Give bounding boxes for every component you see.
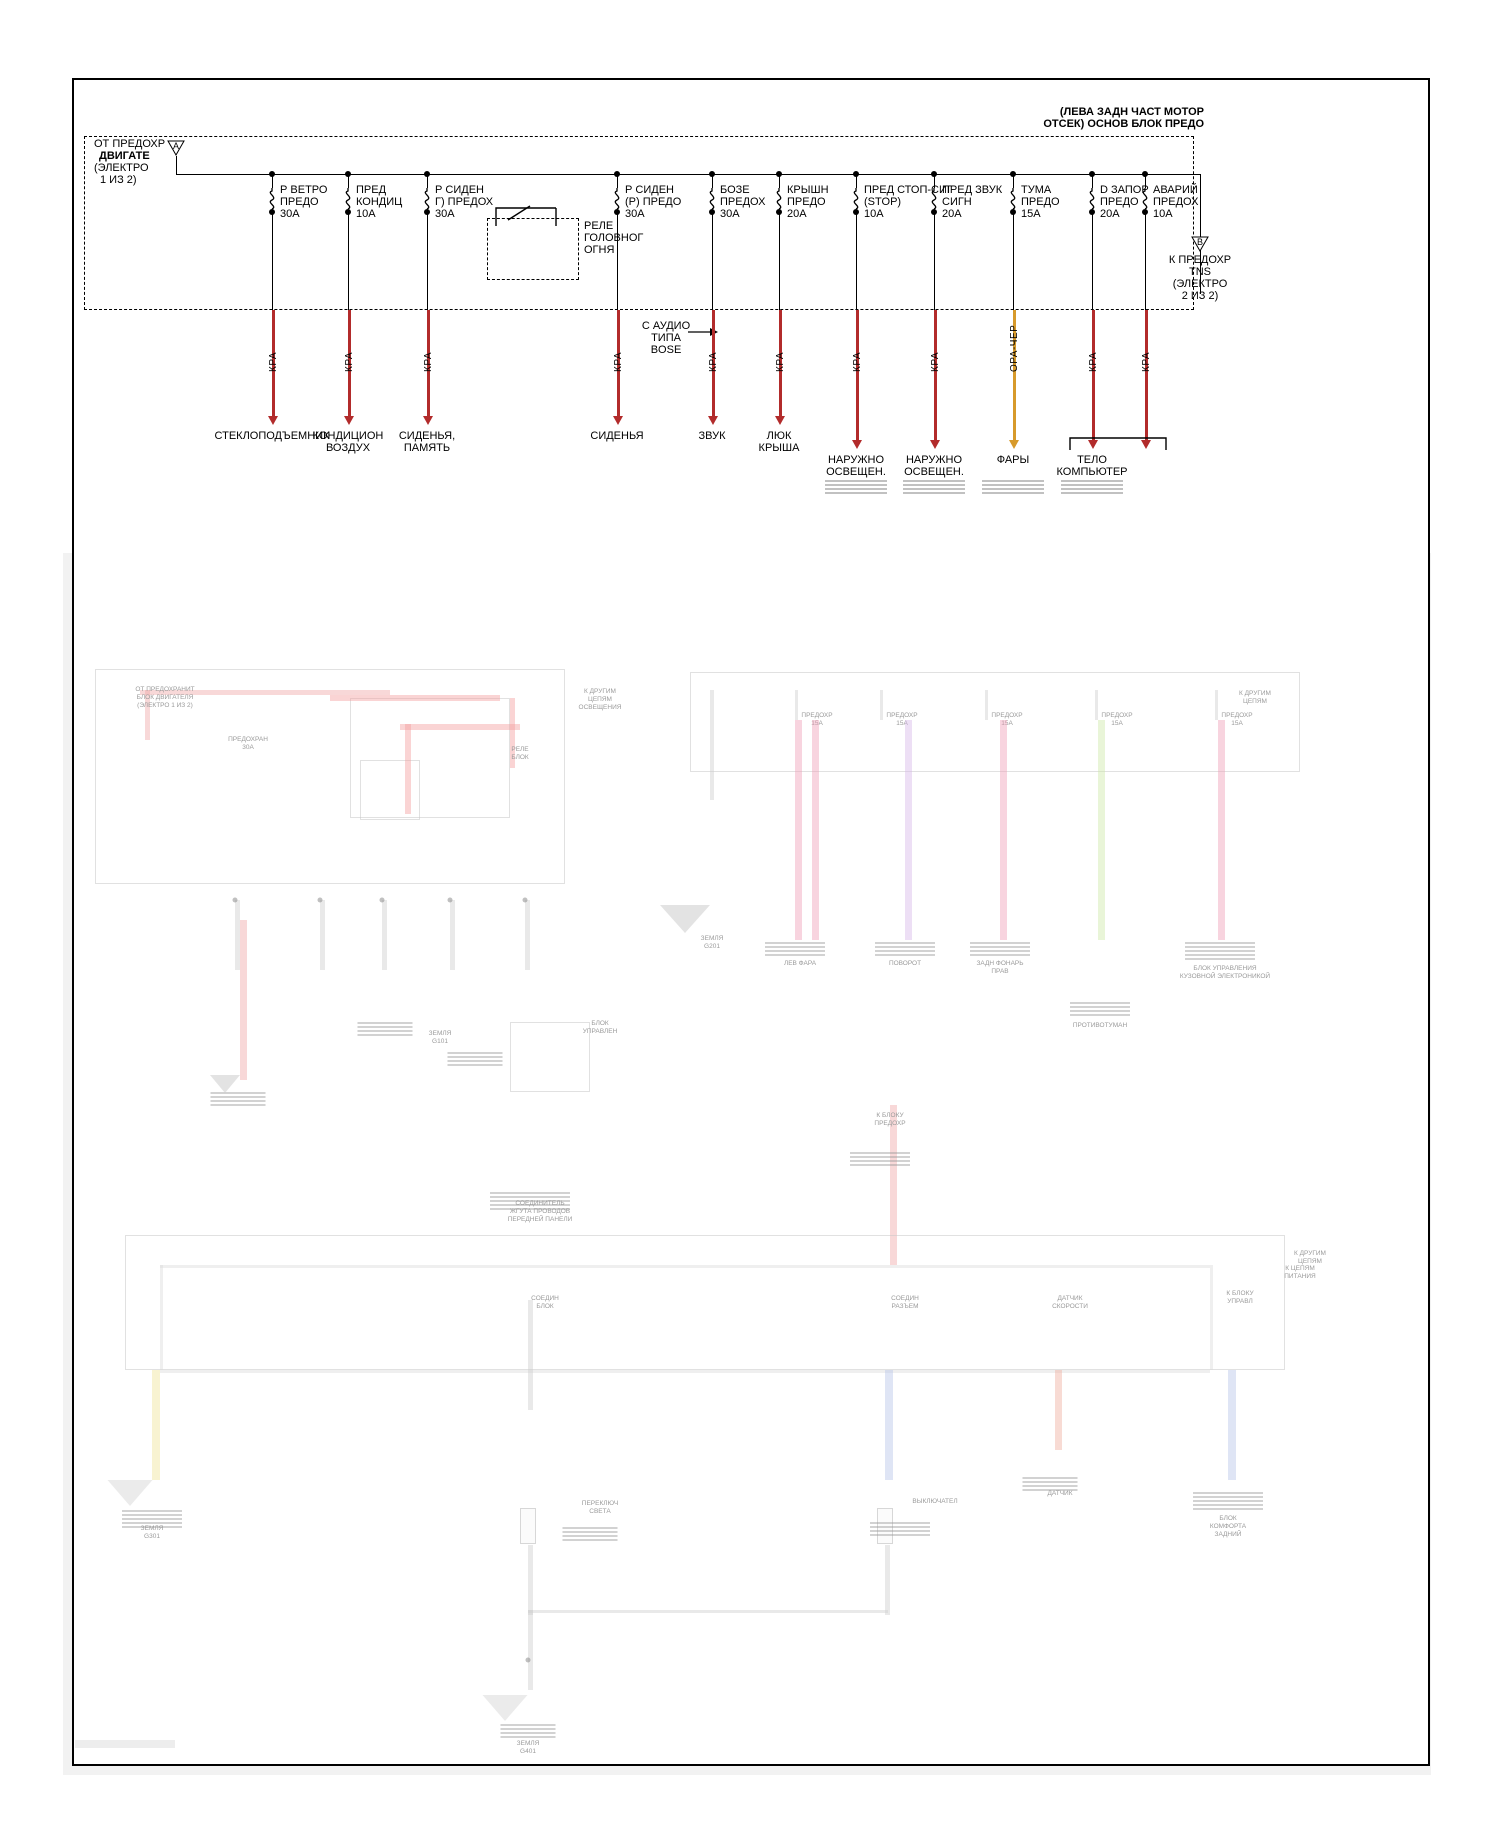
faded-wire: [885, 1545, 890, 1615]
faded-wire: [1098, 720, 1105, 940]
faded-label: ЦЕПЯМ: [588, 696, 612, 703]
faded-wire: [1000, 720, 1007, 940]
faded-wire-h: [160, 1370, 1210, 1373]
faded-module-block: [765, 940, 825, 958]
faded-label: КУЗОВНОЙ ЭЛЕКТРОНИКОЙ: [1179, 973, 1271, 980]
source-label-line2: ДВИГАТЕ: [99, 150, 150, 162]
load-wire: [1092, 310, 1095, 440]
faded-module-block: [1070, 1000, 1130, 1018]
faded-box: [125, 1235, 1285, 1370]
faded-label: ДАТЧИК: [1057, 1295, 1083, 1302]
fuse-name-line1: ПРЕД СТОП-СИГ: [864, 184, 953, 196]
faded-label: 15A: [896, 720, 908, 727]
faded-wire-h: [528, 1610, 888, 1613]
fuse-rating: 15A: [1021, 208, 1041, 220]
source-label-line4: 1 ИЗ 2): [100, 174, 137, 186]
dest-label-line4: 2 ИЗ 2): [1181, 290, 1219, 302]
faded-wire: [528, 1545, 533, 1615]
faded-label: ПРЕДОХР: [801, 712, 833, 719]
source-label-line3: (ЭЛЕКТРО: [94, 162, 149, 174]
fuse-symbol: [611, 188, 623, 210]
faded-label: ЦЕПЯМ: [1298, 1258, 1322, 1265]
faded-label: ЖГУТА ПРОВОДОВ: [509, 1208, 571, 1215]
fuse-output-line: [934, 212, 935, 310]
faded-junction-dot: [233, 898, 238, 903]
faded-label: К ДРУГИМ: [584, 688, 616, 695]
fuse-name-line1: АВАРИЙ: [1153, 184, 1198, 196]
faded-label: ЦЕПЯМ: [1243, 698, 1267, 705]
faded-label: ЗЕМЛЯ: [140, 1525, 164, 1532]
module-block-faded: [982, 478, 1044, 494]
faded-label: 15A: [1111, 720, 1123, 727]
faded-junction-dot: [523, 898, 528, 903]
fuse-output-line: [348, 212, 349, 310]
faded-label: G201: [704, 943, 720, 950]
wire-color-code: КРА: [775, 352, 786, 372]
header-note-line1: (ЛЕВА ЗАДН ЧАСТ МОТОР: [1059, 106, 1204, 118]
faded-box: [690, 672, 1300, 772]
load-wire-arrow: [775, 416, 785, 425]
faded-junction-dot: [526, 1658, 531, 1663]
faded-label: ПИТАНИЯ: [1284, 1273, 1316, 1280]
faded-label: (ЭЛЕКТРО 1 ИЗ 2): [137, 702, 193, 709]
fuse-name-line1: Р СИДЕН: [435, 184, 484, 196]
fuse-symbol: [773, 188, 785, 210]
fuse-rating: 20A: [787, 208, 807, 220]
faded-label: ПРЕДОХР: [1101, 712, 1133, 719]
load-label-line2: КРЫША: [758, 442, 800, 454]
faded-label: СОЕДИН: [531, 1295, 559, 1302]
faded-wire: [152, 1370, 160, 1480]
sheet-footer-bar: [75, 1740, 175, 1748]
wire-color-code: КРА: [344, 352, 355, 372]
fuse-name-line1: ТУМА: [1021, 184, 1052, 196]
faded-module-block: [870, 1520, 930, 1538]
faded-box: [360, 760, 420, 820]
dest-label-line1: К ПРЕДОХР: [1168, 254, 1232, 266]
relay-label-line2: ГОЛОВНОГ: [584, 232, 644, 244]
faded-label: G301: [144, 1533, 160, 1540]
faded-label: К ДРУГИМ: [1239, 690, 1271, 697]
bose-note-line2: ТИПА: [651, 332, 681, 344]
wire-color-code: КРА: [1088, 352, 1099, 372]
faded-label: ЗЕМЛЯ: [428, 1030, 452, 1037]
connector-b-marker: [1191, 236, 1209, 252]
faded-wire: [880, 690, 883, 720]
load-wire: [1145, 310, 1148, 440]
faded-wire: [528, 1610, 533, 1690]
body-computer-brace: [1068, 434, 1168, 450]
faded-wire: [710, 690, 714, 800]
fuse-output-line: [1145, 212, 1146, 310]
faded-label: УПРАВЛ: [1227, 1298, 1253, 1305]
faded-label: ПРЕДОХР: [1221, 712, 1253, 719]
fuse-name-line1: БОЗЕ: [720, 184, 750, 196]
bose-note-line3: BOSE: [650, 344, 682, 356]
faded-label: ПРОТИВОТУМАН: [1072, 1022, 1128, 1029]
faded-label: ЛЕВ ФАРА: [783, 960, 817, 967]
load-wire-arrow: [344, 416, 354, 425]
faded-junction-dot: [380, 898, 385, 903]
load-wire-arrow: [1009, 440, 1019, 449]
faded-wire-h: [400, 724, 520, 730]
load-wire-arrow: [852, 440, 862, 449]
fuse-rating: 30A: [280, 208, 300, 220]
fuse-output-line: [856, 212, 857, 310]
load-label-line1: ЛЮК: [766, 430, 792, 442]
faded-wire: [240, 920, 247, 1080]
load-label-line1: СТЕКЛОПОДЪЕМНИК: [214, 430, 330, 442]
fuse-name-line1: КРЫШН: [787, 184, 829, 196]
load-wire: [934, 310, 937, 440]
fuse-name-line1: ПРЕД ЗВУК: [942, 184, 1003, 196]
wire-color-code: КРА: [268, 352, 279, 372]
wire-color-code: КРА: [423, 352, 434, 372]
fuse-name-line1: ПРЕД: [356, 184, 387, 196]
faded-label: К БЛОКУ: [876, 1112, 904, 1119]
wire-color-code: КРА: [852, 352, 863, 372]
fuse-name-line2: КОНДИЦ: [356, 196, 403, 208]
faded-module-block: [563, 1525, 618, 1543]
module-block-faded: [825, 478, 887, 494]
faded-label: 15A: [1001, 720, 1013, 727]
fuse-stub: [779, 174, 780, 188]
feed-bus: [176, 174, 1200, 175]
module-block-faded: [1061, 478, 1123, 494]
relay-label-line1: РЕЛЕ: [584, 220, 614, 232]
fuse-symbol: [1139, 188, 1151, 210]
fuse-stub: [272, 174, 273, 188]
faded-module-block: [448, 1050, 503, 1068]
module-block-faded: [903, 478, 965, 494]
header-note-line2: ОТСЕК) ОСНОВ БЛОК ПРЕДО: [1043, 118, 1204, 130]
faded-wire: [405, 724, 411, 814]
faded-label: БЛОК: [1219, 1515, 1237, 1522]
fuse-rating: 10A: [356, 208, 376, 220]
load-label-line1: НАРУЖНО: [905, 454, 963, 466]
fuse-block-schematic: [72, 78, 1430, 548]
faded-label: ОТ ПРЕДОХРАНИТ: [135, 686, 195, 693]
load-wire-arrow: [268, 416, 278, 425]
fuse-output-line: [1013, 212, 1014, 310]
faded-label: ОСВЕЩЕНИЯ: [578, 704, 622, 711]
fuse-stub: [1145, 174, 1146, 188]
load-wire: [856, 310, 859, 440]
faded-module-block: [501, 1722, 556, 1740]
fuse-name-line1: Р СИДЕН: [625, 184, 674, 196]
dest-label-line3: (ЭЛЕКТРО: [1172, 278, 1228, 290]
fuse-stub: [348, 174, 349, 188]
faded-wire: [382, 900, 387, 970]
faded-label: РАЗЪЕМ: [891, 1303, 919, 1310]
faded-wire-h: [330, 695, 500, 701]
fuse-stub: [427, 174, 428, 188]
faded-label: ПЕРЕКЛЮЧ: [581, 1500, 619, 1507]
faded-label: G101: [432, 1038, 448, 1045]
fuse-name-line2: ПРЕДО: [787, 196, 826, 208]
fuse-symbol: [928, 188, 940, 210]
fuse-rating: 30A: [435, 208, 455, 220]
wire-color-code: КРА: [708, 352, 719, 372]
fuse-rating: 30A: [625, 208, 645, 220]
faded-label: ЗЕМЛЯ: [516, 1740, 540, 1747]
faded-label: ПРЕДОХРАН: [228, 736, 268, 743]
wire-color-code: ОРА-ЧЕР: [1009, 324, 1020, 372]
faded-wire: [528, 1300, 533, 1410]
source-label-line1: ОТ ПРЕДОХР: [94, 138, 166, 150]
faded-module-block: [850, 1150, 910, 1168]
fuse-rating: 10A: [1153, 208, 1173, 220]
faded-wire: [795, 690, 798, 720]
faded-label: БЛОК УПРАВЛЕНИЯ: [1193, 965, 1257, 972]
load-label-line2: ОСВЕЩЕН.: [904, 466, 964, 478]
bose-note-line1: С АУДИО: [641, 320, 691, 332]
load-label-line1: ФАРЫ: [996, 454, 1030, 466]
fuse-block-enclosure: [84, 136, 1194, 310]
load-wire-arrow: [930, 440, 940, 449]
faded-box: [510, 1022, 590, 1092]
fuse-name-line2: ПРЕДОХ: [1153, 196, 1199, 208]
faded-label: 15A: [1231, 720, 1243, 727]
faded-module-block: [875, 940, 935, 958]
faded-label: ПЕРЕДНЕЙ ПАНЕЛИ: [507, 1216, 573, 1223]
fuse-output-line: [712, 212, 713, 310]
load-label-line2: КОМПЬЮТЕР: [1056, 466, 1128, 478]
faded-label: ПРЕДОХР: [874, 1120, 906, 1127]
faded-label: СВЕТА: [589, 1508, 611, 1515]
faded-wire: [525, 900, 530, 970]
faded-wire: [1095, 690, 1098, 720]
faded-label: БЛОК ДВИГАТЕЛЯ: [136, 694, 194, 701]
fuse-symbol: [1086, 188, 1098, 210]
faded-wire: [450, 900, 455, 970]
faded-wire: [812, 720, 819, 940]
load-label-line1: СИДЕНЬЯ,: [398, 430, 456, 442]
fuse-stub: [856, 174, 857, 188]
faded-label: БЛОК: [536, 1303, 554, 1310]
fuse-symbol: [850, 188, 862, 210]
fuse-symbol: [342, 188, 354, 210]
fuse-symbol: [421, 188, 433, 210]
faded-wire: [160, 1265, 163, 1370]
fuse-name-line2: (STOP): [864, 196, 902, 208]
faded-label: К ЦЕПЯМ: [1285, 1265, 1315, 1272]
faded-label: РЕЛЕ: [511, 746, 529, 753]
faded-wire: [1055, 1370, 1062, 1450]
faded-label: СОЕДИНИТЕЛЬ: [515, 1200, 565, 1207]
faded-junction-dot: [318, 898, 323, 903]
fuse-stub: [1092, 174, 1093, 188]
wire-color-code: КРА: [1141, 352, 1152, 372]
fuse-name-line2: Г) ПРЕДОХ: [435, 196, 494, 208]
connector-a-marker: [167, 140, 185, 156]
fuse-output-line: [427, 212, 428, 310]
faded-wire: [885, 1370, 893, 1480]
fuse-name-line2: ПРЕДО: [1021, 196, 1060, 208]
fuse-rating: 20A: [1100, 208, 1120, 220]
faded-label: 15A: [811, 720, 823, 727]
fuse-output-line: [1092, 212, 1093, 310]
wire-color-code: КРА: [613, 352, 624, 372]
faded-wire: [1215, 690, 1218, 720]
faded-label: ЗЕМЛЯ: [700, 935, 724, 942]
faded-label: ЗАДНИЙ: [1214, 1531, 1242, 1538]
faded-label: К БЛОКУ: [1226, 1290, 1254, 1297]
faded-label: ПРЕДОХР: [886, 712, 918, 719]
feed-drop: [176, 156, 177, 174]
load-wire-arrow: [613, 416, 623, 425]
faded-wire: [905, 720, 912, 940]
fuse-stub: [617, 174, 618, 188]
fuse-stub: [1013, 174, 1014, 188]
faded-label: ПРАВ: [991, 968, 1009, 975]
faded-label: ВЫКЛЮЧАТЕЛ: [912, 1498, 958, 1505]
faded-junction-dot: [448, 898, 453, 903]
fuse-stub: [934, 174, 935, 188]
faded-wire: [795, 720, 802, 940]
load-label-line1: ТЕЛО: [1077, 454, 1107, 466]
fuse-name-line2: ПРЕДО: [1100, 196, 1139, 208]
fuse-stub: [712, 174, 713, 188]
faded-wire: [320, 900, 325, 970]
load-wire-arrow: [708, 416, 718, 425]
faded-label: КОМФОРТА: [1209, 1523, 1247, 1530]
faded-module-block: [358, 1020, 413, 1038]
fuse-output-line: [617, 212, 618, 310]
connector-b-label: B: [1196, 237, 1203, 247]
faded-label: ПОВОРОТ: [888, 960, 922, 967]
relay-contact-symbol: [490, 200, 582, 230]
faded-label: СКОРОСТИ: [1052, 1303, 1088, 1310]
faded-label: ПРЕДОХР: [991, 712, 1023, 719]
faded-wire-h: [160, 1265, 1210, 1268]
faded-label: ЗАДН ФОНАРЬ: [976, 960, 1024, 967]
faded-label: G401: [520, 1748, 536, 1755]
faded-wire: [1210, 1265, 1213, 1370]
relay-label-line3: ОГНЯ: [584, 244, 615, 256]
load-label-line1: НАРУЖНО: [827, 454, 885, 466]
faded-module-block: [1193, 1490, 1263, 1512]
faded-label: 30A: [242, 744, 254, 751]
fuse-name-line2: (Р) ПРЕДО: [625, 196, 682, 208]
load-wire-arrow: [423, 416, 433, 425]
faded-label: К ДРУГИМ: [1294, 1250, 1326, 1257]
fuse-symbol: [1007, 188, 1019, 210]
fuse-rating: 30A: [720, 208, 740, 220]
load-label-line2: ОСВЕЩЕН.: [826, 466, 886, 478]
fuse-name-line2: ПРЕДО: [280, 196, 319, 208]
faded-label: УПРАВЛЕН: [582, 1028, 618, 1035]
fuse-symbol: [706, 188, 718, 210]
load-label-line1: СИДЕНЬЯ: [590, 430, 644, 442]
load-label-line1: КОНДИЦИОН: [312, 430, 384, 442]
faded-label: ДАТЧИК: [1047, 1490, 1073, 1497]
faded-label: СОЕДИН: [891, 1295, 919, 1302]
load-label-line2: ВОЗДУХ: [325, 442, 371, 454]
fuse-name-line2: ПРЕДОХ: [720, 196, 766, 208]
faded-wire: [985, 690, 988, 720]
dest-label-line2: TNS: [1189, 266, 1211, 278]
faded-connector: [520, 1508, 536, 1544]
fuse-output-line: [272, 212, 273, 310]
load-label-line1: ЗВУК: [698, 430, 726, 442]
fuse-output-line: [779, 212, 780, 310]
fuse-rating: 20A: [942, 208, 962, 220]
faded-label: БЛОК: [511, 754, 529, 761]
wire-color-code: КРА: [930, 352, 941, 372]
fuse-rating: 10A: [864, 208, 884, 220]
fuse-symbol: [266, 188, 278, 210]
fuse-name-line2: СИГН: [942, 196, 972, 208]
load-label-line2: ПАМЯТЬ: [403, 442, 451, 454]
faded-module-block: [970, 940, 1030, 958]
faded-label: БЛОК: [591, 1020, 609, 1027]
faded-module-block: [1185, 940, 1255, 962]
faded-wire: [1228, 1370, 1236, 1480]
fuse-name-line1: Р ВЕТРО: [280, 184, 328, 196]
connector-a-label: A: [172, 141, 179, 151]
fuse-name-line1: D ЗАПОР: [1100, 184, 1149, 196]
faded-wire: [1218, 720, 1225, 940]
